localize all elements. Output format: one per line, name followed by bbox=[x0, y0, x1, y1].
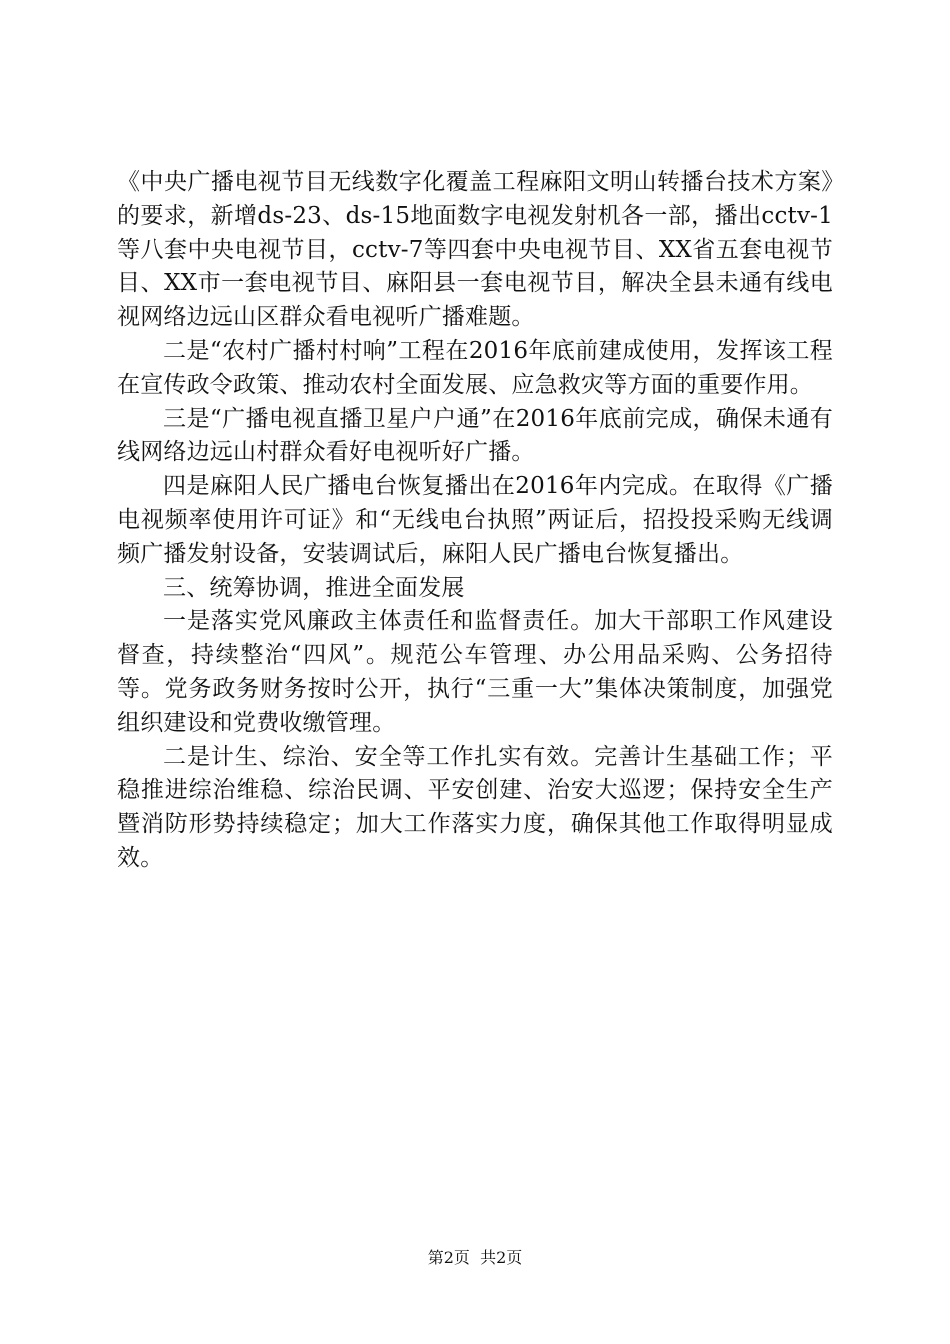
paragraph-satellite: 三是“广播电视直播卫星户户通”在2016年底前完成，确保未通有线网络边远山村群众看好电视听好广播。 bbox=[117, 405, 833, 466]
paragraph-safety-work: 二是计生、综治、安全等工作扎实有效。完善计生基础工作；平稳推进综治维稳、综治民调、平安创建、治安大巡逻；保持安全生产暨消防形势持续稳定；加大工作落实力度，确保其他工作取得明显成效。 bbox=[117, 743, 833, 871]
document-body bbox=[117, 166, 833, 876]
paragraph-village-broadcast: 二是“农村广播村村响”工程在2016年底前建成使用，发挥该工程在宣传政令政策、推动农村全面发展、应急救灾等方面的重要作用。 bbox=[117, 337, 833, 398]
section-heading: 三、统筹协调，推进全面发展 bbox=[163, 574, 465, 601]
page-number: 第2页 共2页 bbox=[427, 1248, 523, 1267]
paragraph-radio-station: 四是麻阳人民广播电台恢复播出在2016年内完成。在取得《广播电视频率使用许可证》和“无线电台执照”两证后，招投投采购无线调频广播发射设备，安装调试后，麻阳人民广播电台恢复播出。 bbox=[117, 473, 833, 567]
paragraph-party-responsibility: 一是落实党风廉政主体责任和监督责任。加大干部职工作风建设督查，持续整治“四风”。规范公车管理、办公用品采购、公务招待等。党务政务财务按时公开，执行“三重一大”集体决策制度，加强党组织建设和党费收缴管理。 bbox=[117, 608, 833, 736]
paragraph-continuation: 《中央广播电视节目无线数字化覆盖工程麻阳文明山转播台技术方案》的要求，新增ds-23、ds-15地面数字电视发射机各一部，播出cctv-1等八套中央电视节目，cctv-7等四套中央电视节目、XX省五套电视节目、XX市一套电视节目、麻阳县一套电视节目，解决全县未通有线电视网络边远山区群众看电视听广播难题。 bbox=[117, 169, 833, 331]
page-footer bbox=[0, 1248, 950, 1268]
